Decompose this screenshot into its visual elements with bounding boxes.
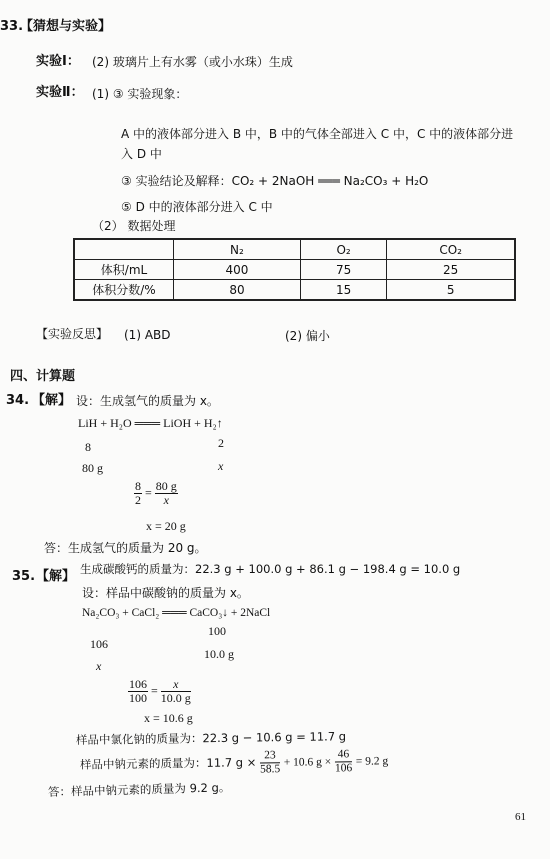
table-cell — [74, 239, 174, 260]
fraction-numerator: 23 — [260, 749, 280, 763]
table-header-cell: CO₂ — [387, 239, 515, 260]
q35-intro: 设：样品中碳酸钠的质量为 x。 — [82, 586, 249, 600]
q35-ratio: $\frac{106}{100}$ = $\frac{x}{10.0 g}$ — [129, 677, 191, 706]
exp2-phenomenon-line1: A 中的液体部分进入 B 中，B 中的气体全部进入 C 中，C 中的液体部分进 — [121, 127, 514, 141]
q34-ratio: $\frac{8}{2}$ = $\frac{80 g}{x}$ — [135, 479, 177, 508]
q35-equation: Na₂CO₃ + CaCl₂ ═══ CaCO₃↓ + 2NaCl — [82, 607, 271, 619]
q35-sodium-chloride-mass: 样品中氯化钠的质量为：22.3 g − 10.6 g = 11.7 g — [75, 729, 347, 747]
q35-answer: 答：样品中钠元素的质量为 9.2 g。 — [47, 780, 231, 799]
fraction-numerator: 106 — [129, 677, 147, 691]
q35-coef-right: 100 — [208, 624, 226, 638]
page-number: 61 — [515, 811, 526, 823]
q34-label: 【解】 — [32, 393, 72, 408]
fraction-denominator: 100 — [129, 691, 147, 706]
table-cell: 400 — [174, 260, 301, 280]
q35-calcium-carbonate-mass: 生成碳酸钙的质量为：22.3 g + 100.0 g + 86.1 g − 198.4 g = 10.0 g — [80, 562, 461, 576]
exp2-conclusion: ③ 实验结论及解释：CO₂ + 2NaOH ═══ Na₂CO₃ + H₂O — [121, 174, 429, 188]
q34-answer: 答：生成氢气的质量为 20 g。 — [44, 541, 207, 555]
section-title: 四、计算题 — [10, 369, 76, 384]
q34-mass-right: x — [218, 459, 224, 473]
fraction-denominator: 10.0 g — [160, 691, 191, 706]
exp1-text: (2) 玻璃片上有水雾（或小水珠）生成 — [92, 55, 293, 69]
table-header-row — [74, 239, 515, 260]
fraction-numerator: 46 — [335, 748, 352, 762]
q34-equation: LiH + H₂O ═══ LiOH + H₂↑ — [78, 416, 223, 430]
q35-sodium-mass-suffix: = 9.2 g — [355, 755, 389, 768]
reflection-answer-1: (1) ABD — [124, 328, 171, 342]
q34-intro: 设：生成氢气的质量为 x。 — [76, 394, 219, 408]
data-table — [73, 238, 516, 301]
table-cell: 25 — [387, 260, 515, 280]
q35-sodium-mass-prefix: 样品中钠元素的质量为：11.7 g × — [79, 755, 257, 772]
q35-sodium-mass — [80, 748, 389, 779]
reflection-label: 【实验反思】 — [36, 327, 109, 341]
q34-coef-right: 2 — [218, 436, 224, 450]
fraction-denominator: 2 — [135, 493, 141, 508]
table-row-label: 体积分数/% — [74, 280, 174, 301]
table-cell: 15 — [300, 280, 386, 301]
q35-label: 【解】 — [36, 569, 76, 584]
q33-heading: 【猜想与实验】 — [20, 19, 112, 34]
fraction-denominator: x — [163, 493, 169, 508]
exp2-phenomenon-line2: 入 D 中 — [121, 147, 162, 161]
fraction-denominator: 58.5 — [260, 762, 281, 776]
reflection-answer-2: (2) 偏小 — [285, 329, 330, 343]
q34-number: 34. — [6, 393, 30, 408]
q35-mass-left: x — [96, 659, 102, 673]
q34-mass-left: 80 g — [82, 461, 103, 475]
q35-mass-right: 10.0 g — [204, 647, 234, 661]
table-cell: 75 — [300, 260, 386, 280]
table-header-cell: O₂ — [300, 239, 386, 260]
fraction-numerator: 8 — [135, 479, 141, 493]
exp1-label: 实验Ⅰ： — [36, 54, 80, 69]
q34-coef-left: 8 — [85, 440, 91, 454]
data-processing-title: （2） 数据处理 — [92, 219, 176, 233]
table-row-label: 体积/mL — [74, 260, 174, 280]
q35-number: 35. — [12, 569, 36, 584]
exp2-item5: ⑤ D 中的液体部分进入 C 中 — [121, 200, 273, 214]
fraction-denominator: 106 — [334, 761, 353, 775]
table-row — [74, 260, 515, 280]
table-header-cell: N₂ — [174, 239, 301, 260]
q34-result: x = 20 g — [146, 519, 186, 533]
exp2-part1: (1) ③ 实验现象： — [92, 87, 188, 101]
table-row — [74, 280, 515, 301]
fraction-numerator: x — [161, 678, 191, 692]
q35-result: x = 10.6 g — [144, 711, 193, 725]
q35-sodium-mass-middle: + 10.6 g × — [283, 756, 332, 769]
q35-coef-left: 106 — [90, 637, 108, 651]
fraction-numerator: 80 g — [155, 479, 177, 493]
table-cell: 80 — [174, 280, 301, 301]
table-cell: 5 — [387, 280, 515, 301]
exp2-label: 实验Ⅱ： — [36, 85, 84, 100]
q33-number: 33. — [0, 19, 24, 34]
